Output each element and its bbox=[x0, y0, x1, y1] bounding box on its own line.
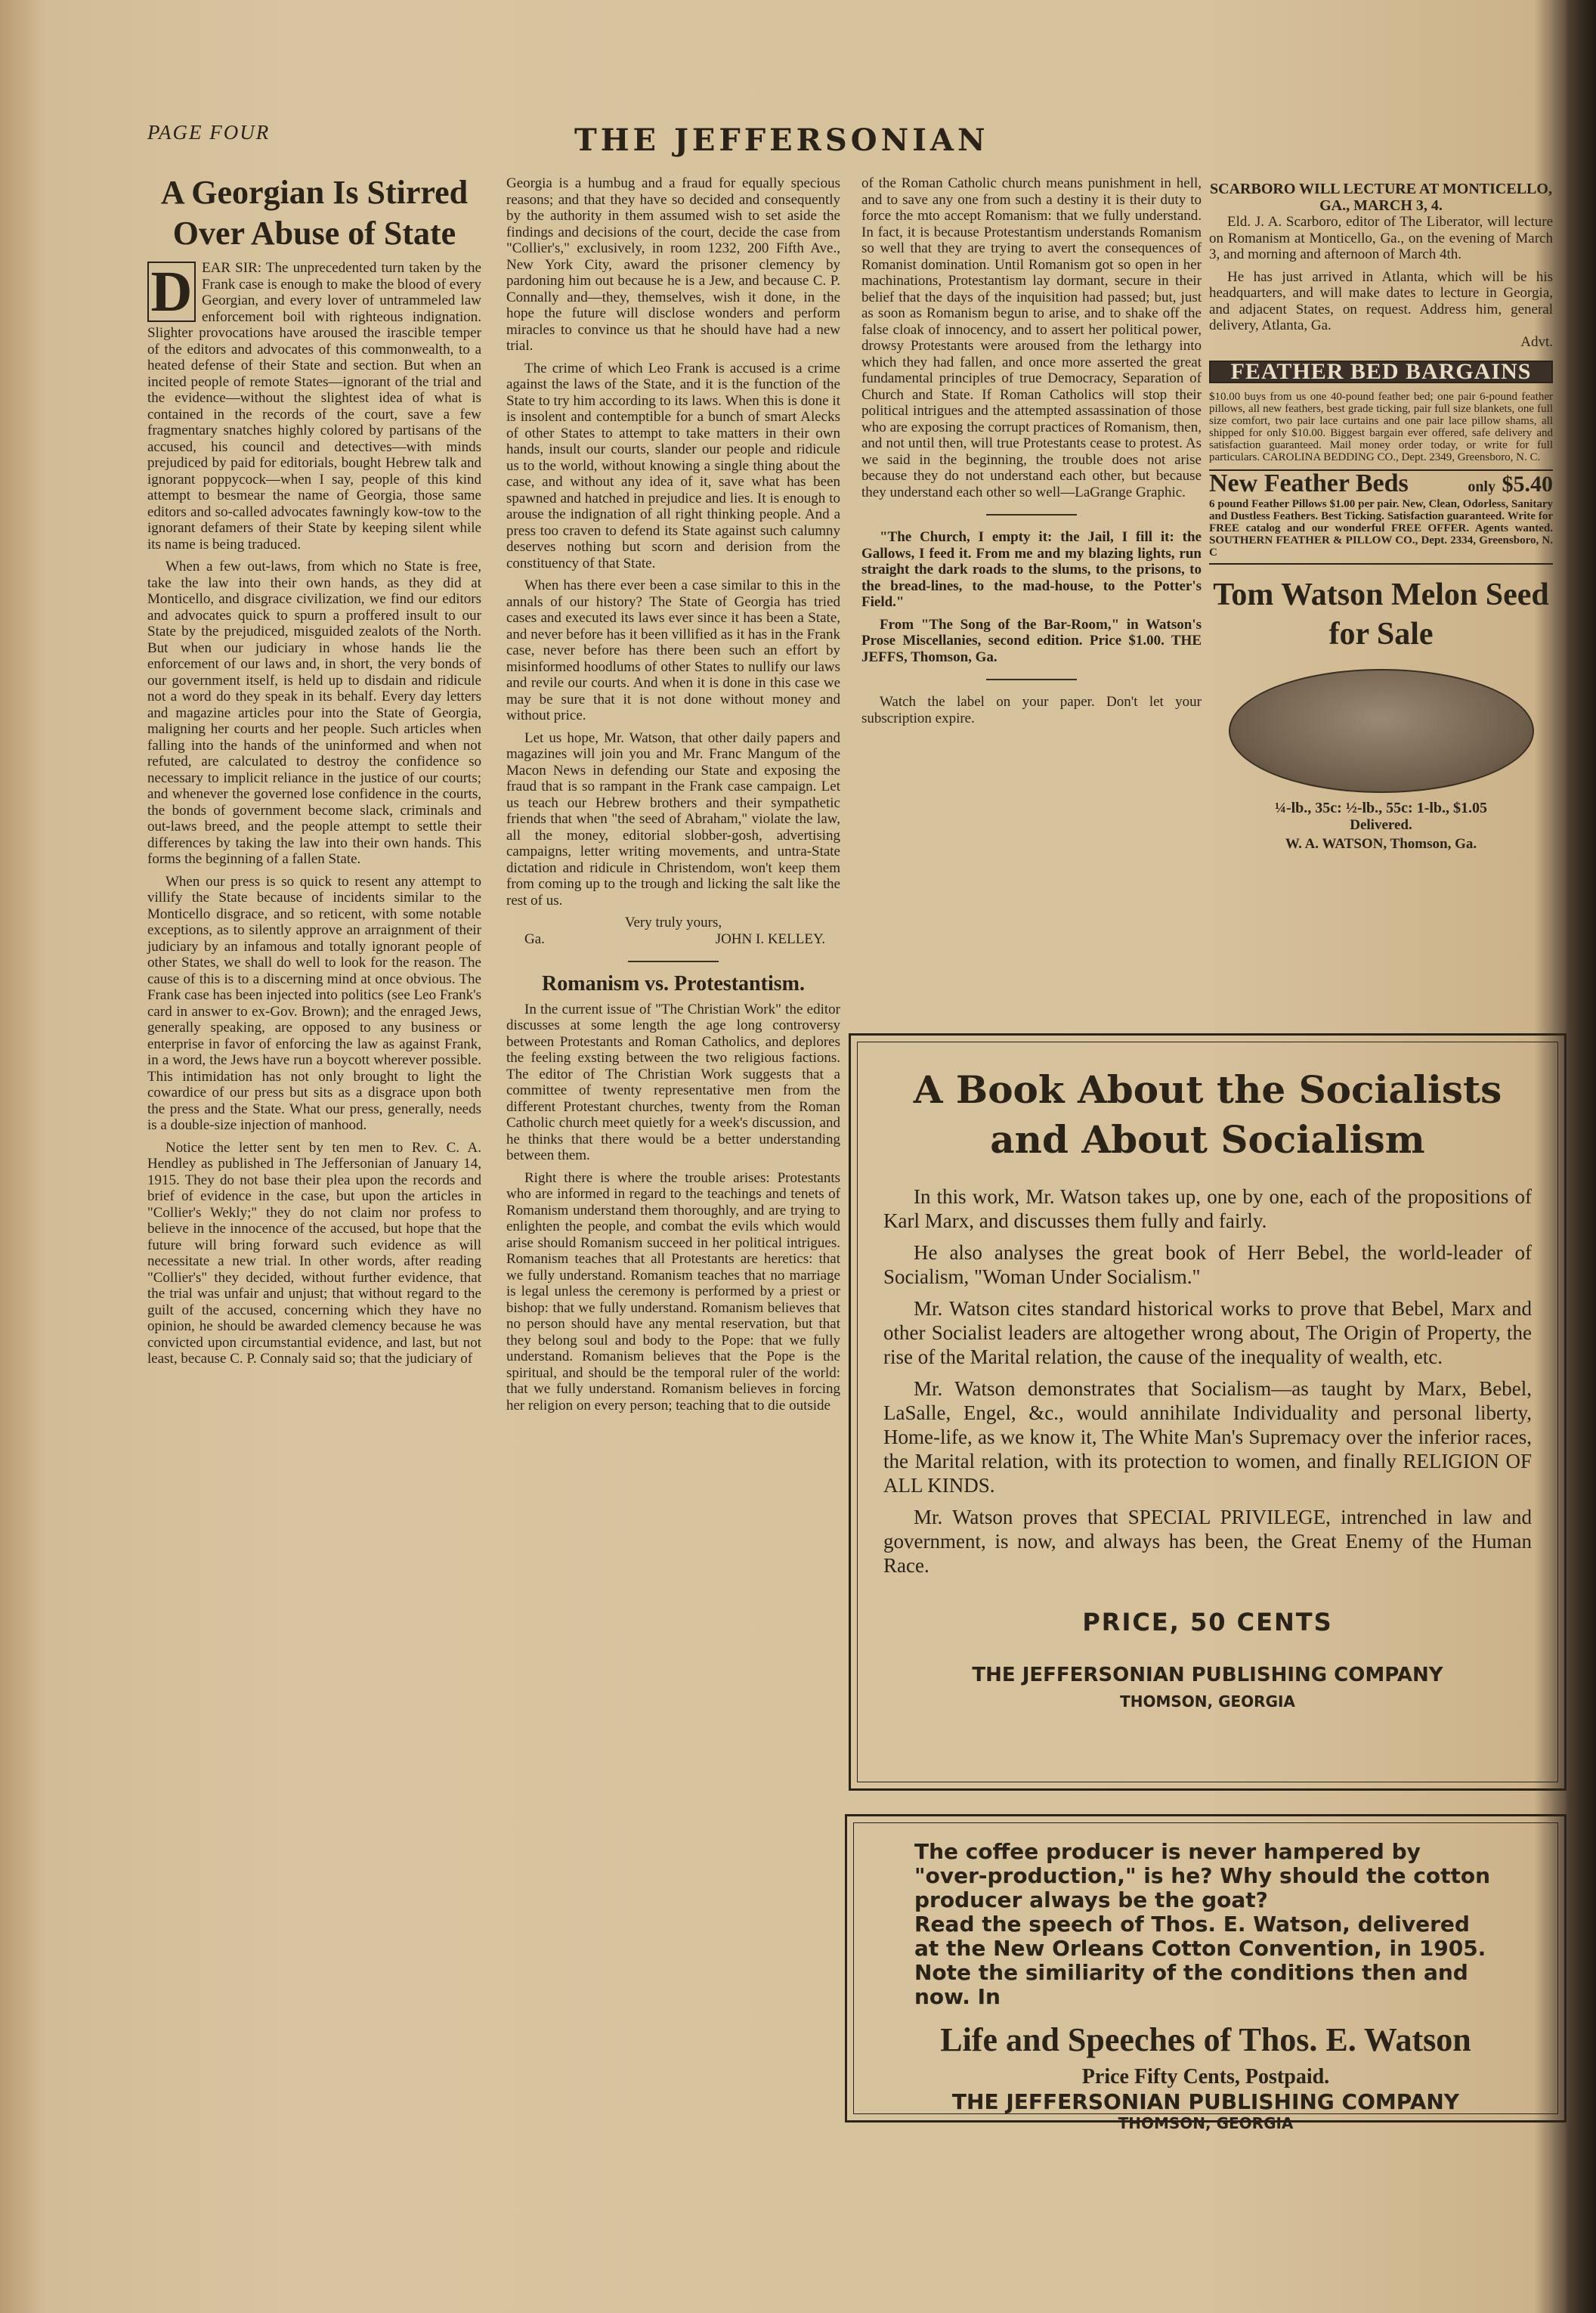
article-paragraph: of the Roman Catholic church means punishment in hell, and to save any one from such a destiny it is their duty to force the mto accept Romanism: that we fully understand. In fact, it is because Protestantism understands Romanism so well that they are trying to avert the consequences of Romanist domination. Until Romanism got so open in her machinations, Protestantism lay dormant, secure in their belief that the days of the inquisition had passed; but, just as soon as Romanism begun to arise, and to shake off the false cloak of innocency, and to assert her political power, drowsy Protestants were aroused from the lethargy into which they had fallen, and once more asserted the great fundamental principles of true Democracy, Separation of Church and State. If Roman Catholics will stop their political intrigues and the attempted assassination of those who are exposing the corrupt practices of Romanism, then, and not until then, will true Protestants cease to protest. As we said in the beginning, the trouble does not arise because they do not understand each other, but because they understand each other so well—LaGrange Graphic. bbox=[861, 175, 1202, 500]
melon-seed-prices: ¼-lb., 35c: ½-lb., 55c: 1-lb., $1.05 bbox=[1274, 800, 1488, 816]
book-ad-title: A Book About the Socialists and About Socialism bbox=[913, 1067, 1502, 1162]
article-headline-romanism: Romanism vs. Protestantism. bbox=[542, 972, 805, 995]
page-edge-shadow bbox=[1566, 0, 1596, 2313]
new-feather-beds-price-wrap bbox=[1468, 471, 1553, 497]
bar-room-quote: "The Church, I empty it: the Jail, I fill it: the Gallows, I feed it. From me and my blazing lights, run straight the dark roads to the slums, to the prisons, to the bread-lines, to the mad-house, to the Potter's Field." bbox=[861, 529, 1202, 610]
melon-seed-title: Tom Watson Melon Seed for Sale bbox=[1213, 577, 1549, 652]
book-ad-paragraph: Mr. Watson demonstrates that Socialism—as taught by Marx, Bebel, LaSalle, Engel, &c., would annihilate Individuality and personal liberty, Home-life, as we know it, The White Man's Supremacy over the inferior races, the Marital relation, with its protection to women, and finally RELIGION OF ALL KINDS. bbox=[883, 1377, 1532, 1497]
book-ad-city: THOMSON, GEORGIA bbox=[1120, 1692, 1295, 1711]
column-1 bbox=[147, 172, 481, 1373]
melon-illustration bbox=[1229, 669, 1534, 793]
section-divider bbox=[986, 679, 1077, 680]
coffee-speech-ad bbox=[845, 1814, 1567, 2132]
coffee-speech-ad-inner bbox=[853, 1822, 1558, 2132]
letter-signature-line bbox=[506, 931, 840, 948]
book-ad-paragraph: He also analyses the great book of Herr Bebel, the world-leader of Socialism, "Woman Under Socialism." bbox=[883, 1241, 1532, 1288]
new-feather-beds-title: New Feather Beds bbox=[1209, 469, 1409, 497]
scarboro-body-2: He has just arrived in Atlanta, which will be his headquarters, and will make dates to lecture in Georgia, and adjacent States, on request. Address him, general delivery, Atlanta, Ga. bbox=[1209, 268, 1553, 333]
coffee-ad-city: THOMSON, GEORGIA bbox=[1118, 2114, 1294, 2132]
new-feather-beds-body: 6 pound Feather Pillows $1.00 per pair. New, Clean, Odorless, Sanitary and Dustless Feathers. Best Ticking. Satisfaction guaranteed. Write for FREE catalog and our wonderful FREE OFFER. Agents wanted. SOUTHERN FEATHER & PILLOW CO., Dept. 2334, Greensboro, N. C bbox=[1209, 498, 1553, 559]
quote-source: From "The Song of the Bar-Room," in Watson's Prose Miscellanies, second edition. Price $1.00. THE JEFFS, Thomson, Ga. bbox=[861, 616, 1202, 665]
section-divider bbox=[986, 514, 1077, 516]
letter-signature: JOHN I. KELLEY. bbox=[715, 930, 825, 947]
book-ad-paragraph: Mr. Watson proves that SPECIAL PRIVILEGE, intrenched in law and government, is now, and always has been, the Great Enemy of the Human Race. bbox=[883, 1506, 1532, 1577]
article-paragraph: Let us hope, Mr. Watson, that other daily papers and magazines will join you and Mr. Franc Mangum of the Macon News in defending our State and exposing the fraud that is so rampant in the Frank case campaign. Let us teach our Hebrew brothers and their sympathetic friends that when "the seed of Abraham," violate the law, all the money, editorial slobber-gosh, advertising campaigns, letter writing movements, and untra-State dictation and ridicule in Christendom, won't keep them from coming up to the trough and licking the salt like the rest of us. bbox=[506, 729, 840, 909]
new-feather-beds-header bbox=[1209, 469, 1553, 497]
melon-seller: W. A. WATSON, Thomson, Ga. bbox=[1285, 836, 1477, 852]
new-feather-beds-ad bbox=[1209, 469, 1553, 565]
scarboro-body: Eld. J. A. Scarboro, editor of The Liberator, will lecture on Romanism at Monticello, Ga., on the evening of March 3, and morning and afternoon of March 4th. bbox=[1209, 214, 1553, 262]
column-2 bbox=[506, 175, 840, 1420]
feather-bed-banner: FEATHER BED BARGAINS bbox=[1209, 361, 1553, 383]
coffee-ad-paragraph: Read the speech of Thos. E. Watson, delivered at the New Orleans Cotton Convention, in 1905. Note the similiarity of the conditions then and now. In bbox=[914, 1912, 1486, 2009]
book-ad-price: PRICE, 50 CENTS bbox=[1082, 1608, 1333, 1636]
article-paragraph: Georgia is a humbug and a fraud for equally specious reasons; and that they have so decided and consequently by the authority in them assumed wish to set aside the findings and decisions of the court, decide the case from "Collier's," exclusively, in room 1232, 200 Fifth Ave., New York City, award the prisoner clemency by pardoning him out because he is a Jew, and because C. P. Connally and—they, themselves, wish it done, in the hope the future will disclose wonders and perform miracles to convince us that he should have had a new trial. bbox=[506, 175, 840, 354]
new-feather-beds-price: $5.40 bbox=[1502, 471, 1553, 497]
coffee-ad-title: Life and Speeches of Thos. E. Watson bbox=[940, 2021, 1471, 2058]
section-divider bbox=[628, 961, 719, 962]
article-paragraph: When our press is so quick to resent any attempt to villify the State because of incidents similar to the Monticello disgrace, and so reticent, with some notable exceptions, as to silently approve an arraignment of their judiciary by an infamous and totally ignorant people of other States, we shall do well to look for the reason. The cause of this is to a discerning mind at once obvious. The Frank case has been injected into politics (see Leo Frank's card in answer to ex-Gov. Brown); and the enraged Jews, generally speaking, are opposed to any business or enterprise in favor of enforcing the law as against Frank, in a word, the Jews have run a boycott wherever possible. This intimidation has not only brought to light the cowardice of our press but sits as a disgrace upon both the press and the State. What our press, generally, needs is a double-size injection of manhood. bbox=[147, 873, 481, 1133]
drop-cap: D bbox=[147, 262, 196, 322]
subscription-notice: Watch the label on your paper. Don't let your subscription expire. bbox=[861, 694, 1202, 726]
letter-state: Ga. bbox=[524, 930, 545, 947]
letter-closing: Very truly yours, bbox=[624, 915, 722, 930]
page-label: PAGE FOUR bbox=[147, 121, 271, 144]
coffee-ad-price: Price Fifty Cents, Postpaid. bbox=[1081, 2065, 1330, 2089]
feather-bed-body: $10.00 buys from us one 40-pound feather bed; one pair 6-pound feather pillows, all new feathers, best grade ticking, pair full size blankets, one full size comfort, two pair lace curtains and one pair lace pillow shams, all shipped for only $10.00. Biggest bargain ever offered, safe delivery and satisfaction guaranteed. Mail money order today, or write for full particulars. CAROLINA BEDDING CO., Dept. 2349, Greensboro, N. C. bbox=[1209, 390, 1553, 463]
article-headline-georgian: A Georgian Is Stirred Over Abuse of State bbox=[160, 174, 469, 252]
advt-label: Advt. bbox=[1520, 333, 1553, 350]
article-paragraph: When a few out-laws, from which no State is free, take the law into their own hands, as they did at Monticello, and disgrace civilization, we find our editors and advocates quick to spurn a proffered insult to our State by the prejudiced, misguided zealots of the North. But when our judiciary in whose hands lie the enforcement of our laws and, in short, the very bonds of our government itself, is held up to disdain and ridicule not a word do they speak in its behalf. Every day letters and magazine articles pour into the State of Georgia, maligning her courts and her people. Such articles when falling into the hands of the uninformed and when not refuted, are calculated to destroy the confidence so necessary to implicit reliance in the justice of our courts; and whenever the governed lose confidence in the courts, the bonds of government become slack, criminals and out-laws breed, and the people attempt to settle their differences by taking the law into their own hands. This forms the beginning of a fallen State. bbox=[147, 559, 481, 867]
article-paragraph: In the current issue of "The Christian Work" the editor discusses at some length the age long controversy between Protestants and Roman Catholics, and deplores the feeling exsting between the two religious factions. The editor of The Christian Work suggests that a committee of twenty representative men from the different Protestant churches, twenty from the Roman Catholic church meet quietly for a week's discussion, and he thinks that there would be a better understanding between them. bbox=[506, 1001, 840, 1163]
article-paragraph: EAR SIR: The unprecedented turn taken by the Frank case is enough to make the blood of every Georgian, and every lover of untrammeled law enforcement boil with righteous indignation. Slighter provocations have aroused the irascible temper of the editors and advocates of this commonwealth, to a heated defense of their State and section. But when an incited people of remote States—ignorant of the trial and the evidence—without the slightest idea of what is contained in the records of the court, save a few fragmentary snatches highly colored by partisans of the accused, his council and detectives—with minds prejudiced by paid for editorials, bought Hebrew talk and ignorant poppycock—when I say, people of this kind attempt to besmear the name of Georgia, those same editors and so-called advocates fawningly kow-tow to the ignorant defamers of their State by keeping silent while its name is being traduced. bbox=[147, 260, 481, 553]
article-paragraph: Notice the letter sent by ten men to Rev. C. A. Hendley as published in The Jeffersonian of January 14, 1915. They do not base their plea upon the records and brief of evidence in the case, but upon the articles in "Collier's Wekly;" they do not claim nor profess to believe in the innocence of the accused, but hope that the future will bring forward such evidence as will necessitate a new trial. In other words, after reading "Collier's" they decided, without further evidence, that the trial was unfair and unjust; that without regard to the guilt of the accused, concerning which they have no opinion, he should be awarded clemency because he was convicted upon circumstantial evidence, and last, but not least, because C. P. Connaly said so; that the judiciary of bbox=[147, 1139, 481, 1367]
new-feather-beds-only: only bbox=[1468, 478, 1495, 495]
book-ad-paragraph: Mr. Watson cites standard historical works to prove that Bebel, Marx and other Socialist leaders are altogether wrong about, The Origin of Property, the rise of the Marital relation, the cause of the inequality of wealth, etc. bbox=[883, 1297, 1532, 1368]
coffee-ad-paragraph: The coffee producer is never hampered by "over-production," is he? Why should the cotton producer always be the goat? bbox=[914, 1839, 1491, 1912]
book-ad-publisher: THE JEFFERSONIAN PUBLISHING COMPANY bbox=[972, 1664, 1443, 1686]
melon-delivered: Delivered. bbox=[1350, 816, 1412, 833]
coffee-ad-publisher: THE JEFFERSONIAN PUBLISHING COMPANY bbox=[951, 2089, 1460, 2114]
article-paragraph: When has there ever been a case similar to this in the annals of our history? The State of Georgia has tried cases and executed its laws ever since it has been a State, and never before has it been villified as it has in the Frank case, never before has there been such an effort by misinformed hoodlums of other States to nullify our laws and revile our courts. And when it is done in this case we may be sure that it is not done without money and without price. bbox=[506, 577, 840, 723]
socialism-book-ad-inner bbox=[857, 1042, 1558, 1782]
column-4 bbox=[1209, 181, 1553, 853]
book-ad-paragraph: In this work, Mr. Watson takes up, one by one, each of the propositions of Karl Marx, and discusses them fully and fairly. bbox=[883, 1185, 1532, 1232]
scarboro-title: SCARBORO WILL LECTURE AT MONTICELLO, GA., MARCH 3, 4. bbox=[1210, 181, 1552, 214]
column-3 bbox=[861, 175, 1202, 732]
article-paragraph: Right there is where the trouble arises: Protestants who are informed in regard to the teachings and tenets of Romanism understand them thoroughly, and are trying to enlighten the people, and combat the evils which would arise should Romanism succeed in her political intrigues. Romanism teaches that all Protestants are heretics: that we fully understand. Romanism teaches that no marriage is legal unless the ceremony is performed by a priest or bishop: that we fully understand. Romanism believes that no person should have any mental reservation, but that they belong soul and body to the Pope: that we fully understand. Romanism believes that the Pope is the spiritual, and should be the temporal ruler of the world: that we fully understand. Romanism believes in forcing her religion on every person; teaching that to die outside bbox=[506, 1169, 840, 1414]
article-paragraph: The crime of which Leo Frank is accused is a crime against the laws of the State, and it is the function of the State to try him according to its laws. When this is done it is insolent and contemptible for a bunch of smart Alecks of other States to attempt to take matters in their own hands, insult our courts, slander our people and ridicule us to the world, without knowing a single thing about the case, and without any idea of it, save what has been spawned and hatched in prejudice and lies. It is enough to arouse the indignation of all right thinking people. And a press too craven to defend its State against such calumny deserves nothing but scorn and derision from the constituency of that State. bbox=[506, 360, 840, 571]
socialism-book-ad bbox=[849, 1033, 1567, 1791]
masthead: THE JEFFERSONIAN bbox=[574, 122, 989, 158]
